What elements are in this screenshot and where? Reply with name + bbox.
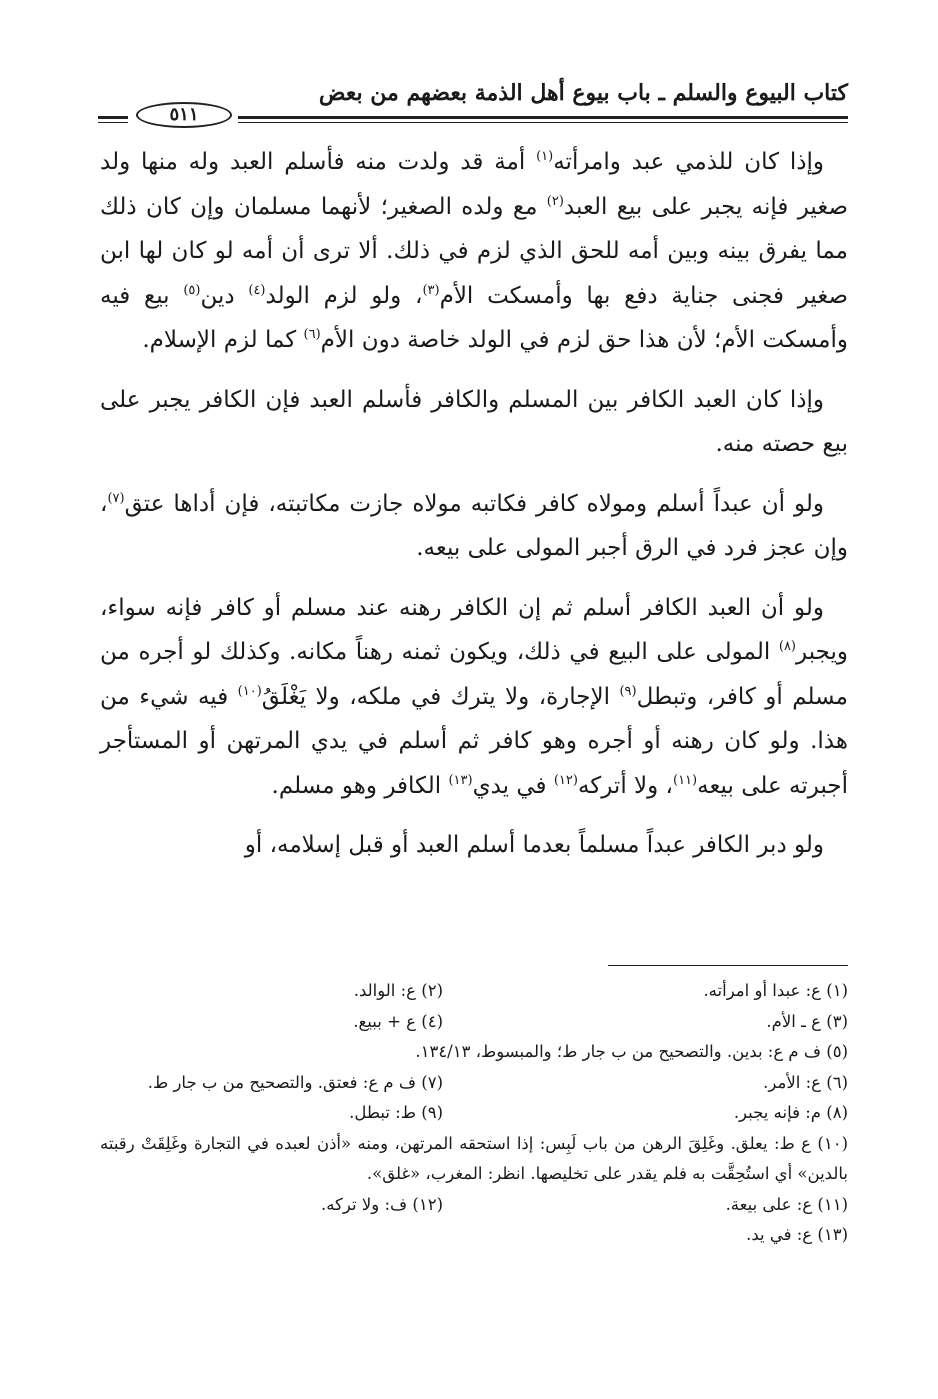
footnote-row	[100, 1037, 848, 1068]
footnote: (١١) ع: على بيعة.	[725, 1194, 848, 1214]
paragraph	[100, 378, 848, 467]
text-run: الإجارة، ولا يترك في ملكه، ولا يَغْلَقُ	[261, 683, 620, 710]
text-run: ولو أن العبد الكافر أسلم ثم إن الكافر رهنه عند مسلم أو كافر فإنه سواء، ويجبر	[100, 594, 848, 665]
page-number-frame	[128, 100, 238, 130]
text-run: في يدي	[472, 772, 554, 799]
paragraph	[100, 586, 848, 809]
paragraph	[100, 823, 848, 868]
footnote-row	[100, 1007, 848, 1038]
footnote-row	[100, 1068, 848, 1099]
text-run: ولو دبر الكافر عبداً مسلماً بعدما أسلم العبد أو قبل إسلامه، أو	[244, 832, 824, 858]
footnote-marker: (٩)	[619, 683, 637, 699]
paragraph	[100, 140, 848, 363]
footnote-marker: (١٠)	[237, 683, 262, 699]
footnote-row	[100, 1190, 848, 1221]
footnotes	[100, 976, 848, 1251]
footnote-row	[100, 976, 848, 1007]
text-run: كما لزم الإسلام.	[142, 327, 304, 353]
page-header	[98, 78, 848, 128]
footnote-marker: (٥)	[183, 282, 201, 298]
footnote: (٦) ع: الأمر.	[763, 1072, 848, 1092]
text-run: فيه شيء من هذا. ولو كان رهنه أو أجره وهو كافر ثم أسلم في يدي المرتهن أو المستأجر أجبرته على بيعه	[100, 683, 848, 799]
text-run: دين	[200, 282, 249, 309]
page-number: ٥١١	[136, 102, 232, 128]
footnote-marker: (١٣)	[448, 772, 473, 788]
footnote-marker: (٤)	[248, 282, 266, 298]
footnote: (١٢) ف: ولا تركه.	[320, 1194, 443, 1214]
footnote: (٩) ط: تبطل.	[349, 1103, 443, 1122]
text-run: أمة قد ولدت منه فأسلم العبد وله منها ولد صغير فإنه يجبر على بيع العبد	[100, 149, 848, 220]
paragraph	[100, 482, 848, 571]
main-text	[100, 140, 848, 883]
footnote-separator	[608, 965, 848, 966]
text-run: بيع فيه وأمسكت الأم؛ لأن هذا حق لزم في الولد خاصة دون الأم	[100, 282, 848, 353]
footnote: (٧) ف م ع: فعتق. والتصحيح من ب جار ط.	[147, 1072, 443, 1092]
running-title: كتاب البيوع والسلم ـ باب بيوع أهل الذمة بعضهم من بعض	[318, 80, 848, 106]
footnote-marker: (١)	[536, 149, 554, 164]
text-run: ولو أن عبداً أسلم ومولاه كافر فكاتبه مولاه جازت مكاتبته، فإن أداها عتق	[124, 490, 824, 517]
text-run: ، ولو لزم الولد	[265, 282, 423, 309]
footnote-marker: (١٢)	[553, 772, 578, 788]
footnote-marker: (٧)	[107, 490, 125, 506]
footnote: (١) ع: عبدا أو امرأته.	[703, 981, 848, 1000]
text-run: وإذا كان للذمي عبد وامرأته	[553, 149, 825, 175]
footnote: (٣) ع ـ الأم.	[766, 1011, 848, 1031]
text-run: ، وإن عجز فرد في الرق أجبر المولى على بيعه.	[100, 490, 848, 561]
footnote: (١٣) ع: في يد.	[746, 1225, 848, 1244]
text-run: ، ولا أتركه	[577, 772, 673, 799]
text-run: الكافر وهو مسلم.	[271, 772, 449, 799]
footnote-10: (١٠) ع ط: يعلق. وغَلِقَ الرهن من باب لَبِس: إذا استحقه المرتهن، ومنه «أذن لعبده في التجارة وغَلِقَتْ رقبته بالدين» أي استُحِقَّت به فلم يقدر على تخليصها. انظر: المغرب، «غلق».	[100, 1133, 848, 1183]
footnote-marker: (١١)	[673, 772, 698, 788]
footnote-marker: (٢)	[546, 193, 564, 209]
text-run: وإذا كان العبد الكافر بين المسلم والكافر فأسلم العبد فإن الكافر يجبر على بيع حصته منه.	[100, 386, 848, 457]
footnote-row	[100, 1098, 848, 1129]
footnote-marker: (٣)	[422, 282, 440, 298]
footnote-marker: (٨)	[778, 639, 796, 654]
footnote: (٨) م: فإنه يجبر.	[733, 1103, 848, 1122]
footnote: (٥) ف م ع: بدين. والتصحيح من ب جار ط؛ والمبسوط، ١٣٤/١٣.	[415, 1042, 848, 1061]
footnote-row	[100, 1220, 848, 1251]
footnote: (٢) ع: الوالد.	[353, 981, 443, 1000]
text-run: المولى على البيع في ذلك، ويكون ثمنه رهناً مكانه. وكذلك لو أجره من مسلم أو كافر، وتبطل	[100, 639, 848, 710]
footnote: (٤) ع + ببيع.	[353, 1011, 443, 1031]
text-run: مع ولده الصغير؛ لأنهما مسلمان وإن كان ذلك مما يفرق بينه وبين أمه للحق الذي لزم في ذلك. ألا ترى أن أمه لو كان لها ابن صغير فجنى جناية دفع بها وأمسكت الأم	[100, 193, 848, 309]
footnote-marker: (٦)	[303, 327, 321, 342]
